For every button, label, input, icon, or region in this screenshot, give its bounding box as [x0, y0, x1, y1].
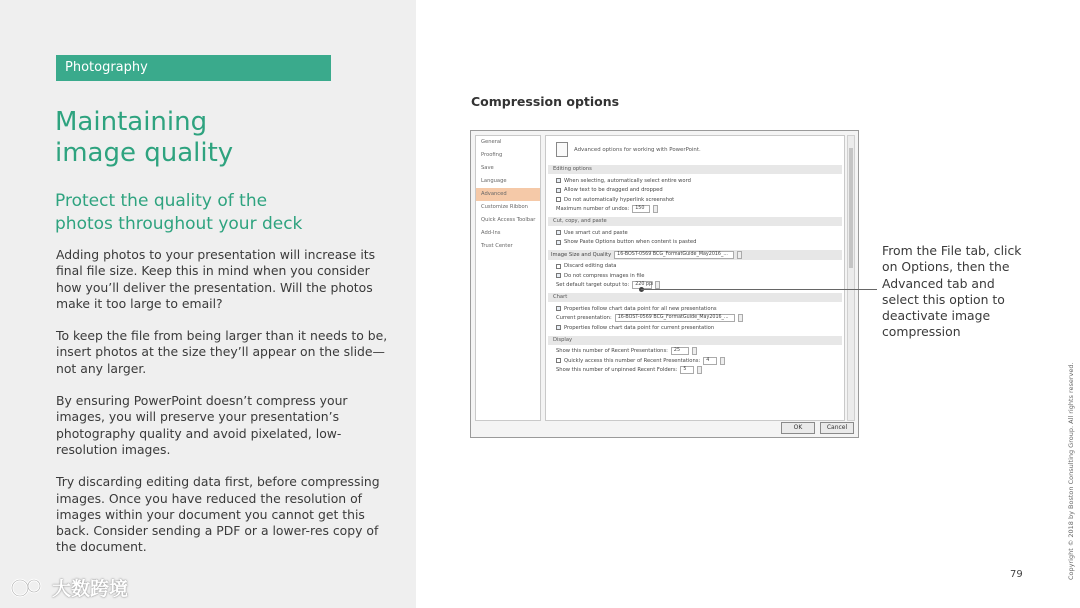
option-row: [546, 347, 844, 357]
target-output-select: 220 ppi: [632, 281, 652, 289]
nav-item-customize-ribbon: Customize Ribbon: [481, 204, 528, 210]
option-row: [546, 366, 844, 376]
dialog-header-text: Advanced options for working with PowerPoint.: [574, 146, 701, 153]
paragraph: To keep the file from being larger than it needs to be, insert photos at the size they’ll appear on the slide—not any larger.: [56, 328, 388, 376]
option-row: [546, 304, 844, 314]
option-label: Do not compress images in file: [564, 272, 645, 279]
option-label: Set default target output to:: [556, 282, 630, 289]
watermark: [8, 574, 128, 601]
title-line: Maintaining: [55, 107, 208, 137]
nav-item-general: General: [481, 139, 502, 145]
paragraph: By ensuring PowerPoint doesn’t compress your images, you will preserve your presentation’s photography quality and avoid pixelated, low-resolution images.: [56, 393, 348, 457]
checkbox: [556, 197, 561, 202]
group-chart: Chart: [548, 293, 842, 302]
options-content: [545, 135, 845, 421]
option-row: [546, 205, 844, 215]
option-row: [546, 186, 844, 196]
nav-item-add-ins: Add-Ins: [481, 230, 501, 236]
nav-item-language: Language: [481, 178, 507, 184]
nav-item-trust-center: Trust Center: [481, 243, 513, 249]
option-label: Show Paste Options button when content is pasted: [564, 239, 697, 246]
copyright: Copyright © 2018 by Boston Consulting Group. All rights reserved.: [1067, 362, 1075, 580]
group-cut-copy-paste: Cut, copy, and paste: [548, 217, 842, 226]
spinner: [692, 347, 697, 355]
body-text: [56, 247, 392, 572]
option-label: Do not automatically hyperlink screenshot: [564, 196, 675, 203]
watermark-text: 大数跨境: [52, 578, 129, 600]
option-label: Maximum number of undos:: [556, 206, 630, 213]
option-row-no-compress: [546, 271, 844, 281]
option-label: Current presentation:: [556, 315, 612, 322]
option-row: [546, 176, 844, 186]
page-title: [55, 107, 395, 169]
current-presentation-select: 16-BOST-0569 BCG_FormatGuide_May2016_...: [615, 314, 735, 322]
dropdown-arrow-icon: [737, 251, 742, 259]
paragraph: Try discarding editing data first, before compressing images. Once you have reduced the resolution of images within your document you cannot get this back. Consider sending a PDF or a lower-res copy of the document.: [56, 474, 380, 555]
recent-count-field: 25: [671, 347, 689, 355]
undo-count-field: 150: [632, 205, 650, 213]
subtitle-line: photos throughout your deck: [55, 214, 303, 234]
checkbox: [556, 358, 561, 363]
nav-item-quick-access-toolbar: Quick Access Toolbar: [481, 217, 536, 223]
option-row: [546, 323, 844, 333]
dialog-scrollbar: [847, 135, 855, 421]
page-number: 79: [1010, 569, 1023, 580]
title-line: image quality: [55, 138, 234, 168]
group-label: Image Size and Quality: [551, 251, 612, 258]
nav-item-save: Save: [481, 165, 494, 171]
option-label: Properties follow chart data point for all new presentations: [564, 305, 717, 312]
checkbox-checked: [556, 325, 561, 330]
option-row: [546, 195, 844, 205]
group-image-size: [548, 250, 842, 260]
section-tag: Photography: [56, 55, 331, 81]
option-row: [546, 314, 844, 324]
paragraph: Adding photos to your presentation will increase its final file size. Keep this in mind when you consider how you’ll deliver the presentation. Will the photos make it too large to email?: [56, 247, 376, 311]
options-nav: [475, 135, 541, 421]
option-row: [546, 262, 844, 272]
cancel-button: Cancel: [820, 422, 854, 434]
watermark-logo-icon: [8, 576, 48, 600]
document-icon: [556, 142, 568, 157]
callout-line: [641, 289, 877, 290]
spinner: [653, 205, 658, 213]
checkbox-checked: [556, 273, 561, 278]
option-label: When selecting, automatically select entire word: [564, 177, 691, 184]
option-label: Allow text to be dragged and dropped: [564, 187, 663, 194]
scrollbar-thumb: [849, 148, 853, 268]
option-row: [546, 356, 844, 366]
option-label: Use smart cut and paste: [564, 229, 628, 236]
checkbox: [556, 264, 561, 269]
option-row: [546, 228, 844, 238]
section-label: Compression options: [471, 94, 620, 109]
dropdown-arrow-icon: [738, 314, 743, 322]
checkbox-checked: [556, 230, 561, 235]
option-label: Properties follow chart data point for current presentation: [564, 324, 715, 331]
checkbox-checked: [556, 188, 561, 193]
group-editing: Editing options: [548, 165, 842, 174]
nav-item-advanced: Advanced: [476, 188, 540, 201]
checkbox-checked: [556, 178, 561, 183]
dialog-header: [546, 136, 844, 162]
option-row: [546, 238, 844, 248]
group-display: Display: [548, 336, 842, 345]
spinner: [720, 357, 725, 365]
page-subtitle: [55, 190, 395, 236]
option-label: Quickly access this number of Recent Presentations:: [564, 357, 701, 364]
checkbox-checked: [556, 240, 561, 245]
option-label: Discard editing data: [564, 263, 617, 270]
subtitle-line: Protect the quality of the: [55, 191, 268, 211]
callout-text: From the File tab, click on Options, then the Advanced tab and select this option to deactivate image compression: [882, 243, 1022, 340]
options-dialog-screenshot: [470, 130, 859, 438]
ok-button: OK: [781, 422, 815, 434]
spinner: [697, 366, 702, 374]
file-select: 16-BOST-0569 BCG_FormatGuide_May2016_...: [614, 251, 734, 259]
quick-access-field: 4: [703, 357, 717, 365]
left-panel: [0, 0, 416, 608]
unpinned-count-field: 5: [680, 366, 694, 374]
nav-item-proofing: Proofing: [481, 152, 503, 158]
checkbox-checked: [556, 306, 561, 311]
option-label: Show this number of unpinned Recent Folders:: [556, 367, 678, 374]
option-label: Show this number of Recent Presentations:: [556, 348, 668, 355]
